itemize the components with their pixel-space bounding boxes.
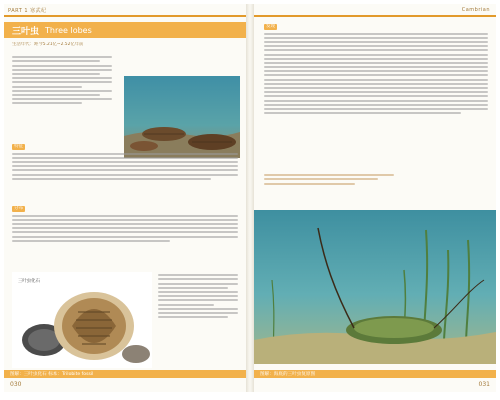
- characteristics-tag: 特征: [14, 144, 24, 149]
- right-top-tag: 发现: [266, 24, 276, 29]
- intro-text: 距今5.21亿~2.52亿年前: [33, 42, 84, 47]
- trilobite-scene-illustration: [254, 210, 496, 364]
- intro-line: [12, 42, 124, 52]
- section-title-en: Three lobes: [45, 25, 92, 35]
- intro-label: 生活年代：: [12, 42, 34, 47]
- section-title-bar: [4, 22, 246, 38]
- characteristics-paragraph: [12, 144, 238, 204]
- right-footer-caption: 图解：海底的三叶虫复原图: [260, 372, 316, 377]
- distribution-tag: 分布: [14, 206, 24, 211]
- fossil-illustration: [12, 272, 152, 368]
- left-running-head: PART 1 寒武纪: [8, 7, 47, 14]
- left-page: [4, 4, 246, 392]
- left-top-rule: [4, 15, 246, 17]
- right-running-head: Cambrian: [461, 7, 490, 13]
- fossil-label: 三叶虫化石: [18, 279, 40, 284]
- left-footer-caption: 图解：三叶虫化石 标本：Trilobite fossil: [10, 372, 94, 377]
- intro-paragraph: [12, 54, 112, 142]
- right-page-number: 031: [478, 381, 490, 388]
- fossil-image: [12, 272, 152, 368]
- right-main-paragraph: [264, 24, 488, 164]
- fossil-side-text: [158, 272, 238, 364]
- trilobite-scene-image: [254, 210, 496, 364]
- section-title-cn: 三叶虫: [12, 26, 40, 37]
- right-page: [254, 4, 496, 392]
- right-top-rule: [254, 15, 496, 17]
- scene-caption-text: [264, 172, 394, 208]
- distribution-paragraph: [12, 206, 238, 264]
- left-page-number: 030: [10, 381, 22, 388]
- book-gutter: [246, 4, 254, 392]
